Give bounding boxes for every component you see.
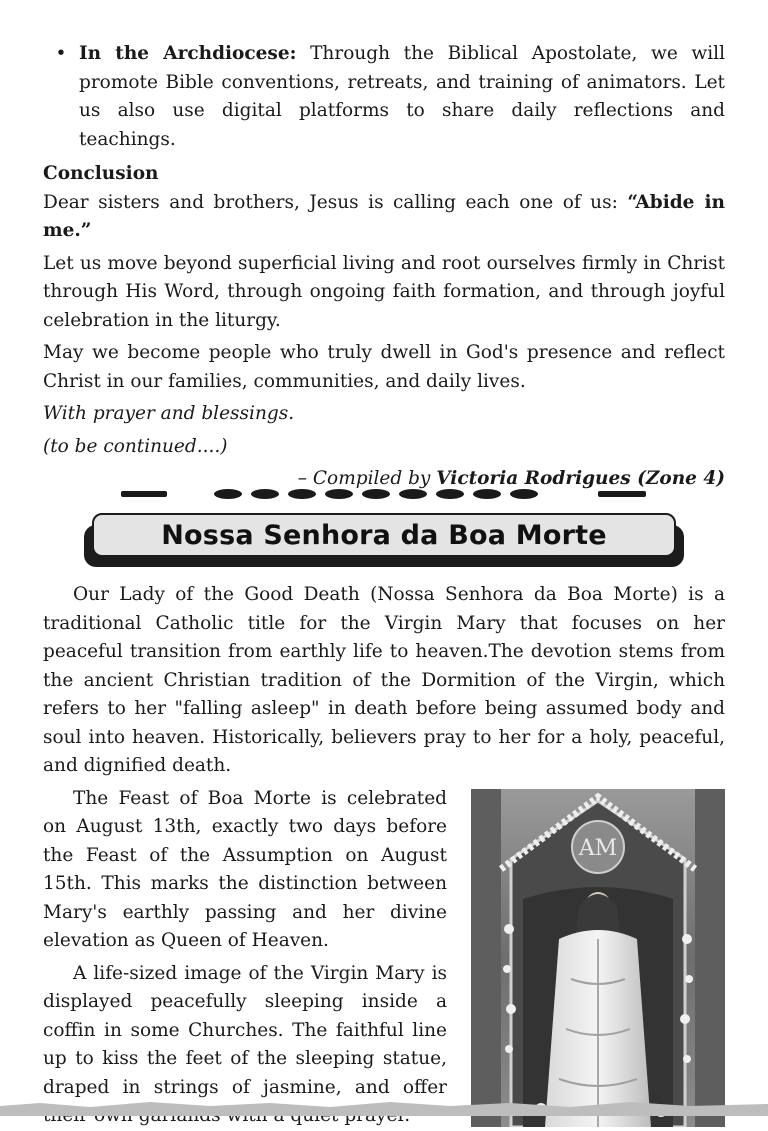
signature-prefix: – Compiled by — [297, 468, 437, 489]
article-para-2: The Feast of Boa Morte is celebrated on August 13th, exactly two days before the Feast of the Assumption on August 15th. This marks the distinction between Mary's earthly passing and her divine elevation as Queen of Heaven. — [43, 787, 447, 951]
article-para-3: A life-sized image of the Virgin Mary is displayed peacefully sleeping inside a coffin in some Churches. The faithful line up to kiss the feet of the sleeping statue, draped in strings of jasmine, and offer — [43, 962, 447, 1098]
banner-plate — [92, 513, 676, 557]
closing-line: With prayer and blessings. — [43, 403, 295, 424]
article-body — [43, 581, 725, 1131]
conclusion-para-2: Let us move beyond superficial living and root ourselves firmly in Christ through His Word, through ongoing faith formation, and through joyful celebration in the liturgy. — [43, 252, 725, 331]
dash-divider-icon — [0, 485, 768, 505]
conclusion-heading: Conclusion — [43, 163, 159, 184]
conclusion-para-1-text: Dear sisters and brothers, Jesus is calling each one of us: — [43, 191, 628, 213]
abide-quote: “Abide in me.” — [43, 191, 725, 241]
signature-name: Victoria Rodrigues (Zone 4) — [436, 468, 725, 489]
conclusion-para-1 — [43, 189, 725, 246]
conclusion-para-3: May we become people who truly dwell in God's presence and reflect Christ in our families, communities, and daily lives. — [43, 342, 725, 392]
article-para-1: Our Lady of the Good Death (Nossa Senhora da Boa Morte) is a traditional Catholic title for the Virgin Mary that focuses on her peaceful transition from earthly life to heaven.The devotion stems from the ancient Christian tradition of the Dormition of the Virgin, which refers to her "falling asleep" in death before being assumed body and soul into heaven. Historically, believers pray to her for a holy, peaceful, and dignified death. — [43, 584, 725, 776]
article-title: Nossa Senhora da Boa Morte — [161, 519, 607, 551]
title-banner — [84, 513, 684, 569]
statue-photo-icon — [471, 789, 725, 1127]
torn-edge-icon — [0, 1098, 768, 1116]
bullet-text — [79, 40, 725, 154]
svg-text:AM: AM — [578, 835, 618, 861]
article-text-column — [43, 785, 447, 1131]
bullet-item — [43, 40, 725, 154]
article-two-column — [43, 785, 725, 1131]
continued-line: (to be continued....) — [43, 435, 228, 457]
bullet-dot-icon: • — [55, 43, 67, 64]
top-section — [43, 40, 725, 494]
bullet-body: Through the Biblical Apostolate, we will promote Bible conventions, retreats, and training of animators. Let us also use digital platforms to share daily reflections and teachings. — [79, 43, 725, 150]
bullet-label: In the Archdiocese: — [79, 43, 297, 64]
